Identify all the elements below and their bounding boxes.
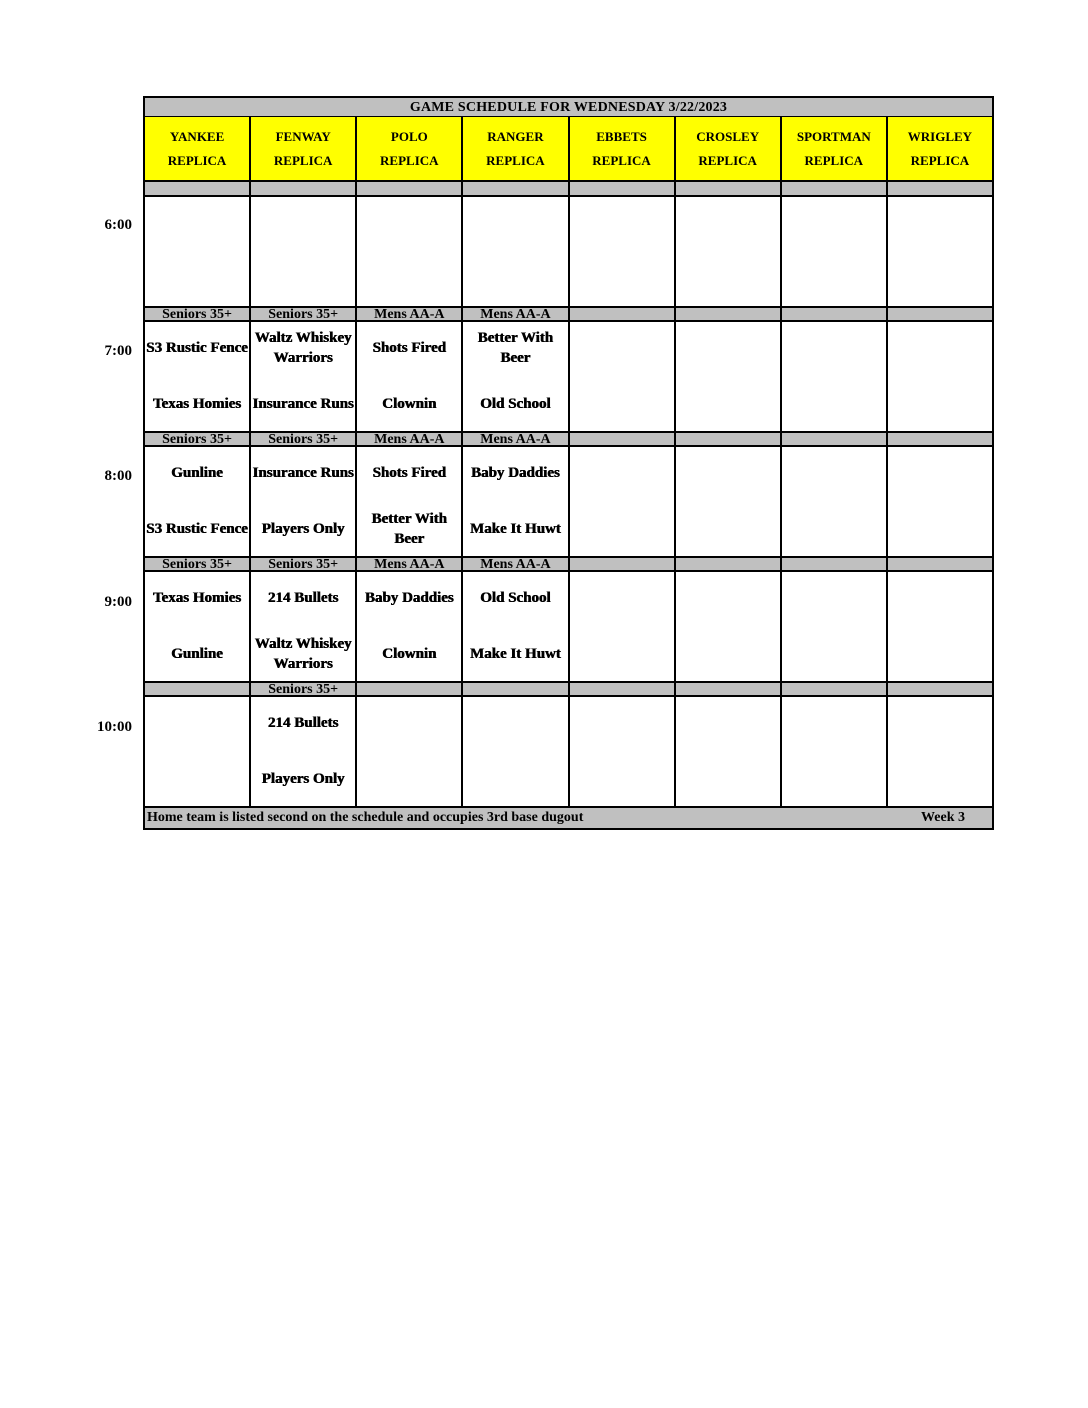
league-label — [676, 308, 782, 320]
game-cell — [570, 197, 676, 306]
field-subtitle: REPLICA — [592, 153, 651, 168]
game-cell — [676, 197, 782, 306]
league-band — [143, 681, 994, 697]
game-cell — [463, 197, 569, 306]
home-team: Make It Huwt — [470, 521, 561, 537]
game-cell — [463, 322, 569, 431]
league-label: Seniors 35+ — [145, 558, 251, 570]
game-cell — [676, 322, 782, 431]
game-cell — [676, 572, 782, 681]
away-team: Better With Beer — [477, 330, 554, 366]
league-label — [570, 182, 676, 195]
league-label: Seniors 35+ — [251, 433, 357, 445]
league-label: Seniors 35+ — [145, 433, 251, 445]
home-team: Old School — [480, 396, 551, 412]
field-name: POLO — [390, 129, 428, 144]
game-cell — [888, 447, 992, 556]
league-label — [463, 182, 569, 195]
away-team: Shots Fired — [372, 340, 447, 356]
league-label: Mens AA-A — [357, 433, 463, 445]
field-header-polo — [357, 117, 463, 180]
league-label: Seniors 35+ — [251, 308, 357, 320]
time-label: 6:00 — [104, 217, 132, 233]
league-label: Mens AA-A — [357, 558, 463, 570]
away-team: Waltz Whiskey Warriors — [254, 330, 352, 366]
time-slot-row — [143, 572, 994, 681]
week-label: Week 3 — [921, 810, 965, 825]
league-label — [782, 558, 888, 570]
home-team: Waltz Whiskey Warriors — [254, 636, 352, 672]
game-cell — [251, 697, 357, 806]
field-name: EBBETS — [596, 129, 647, 144]
league-label: Mens AA-A — [463, 433, 569, 445]
league-band — [143, 306, 994, 322]
league-band — [143, 556, 994, 572]
league-label — [570, 558, 676, 570]
time-slot-row — [143, 697, 994, 806]
game-cell — [357, 197, 463, 306]
field-name: WRIGLEY — [907, 129, 973, 144]
game-cell — [357, 697, 463, 806]
league-label — [888, 182, 992, 195]
game-cell — [251, 322, 357, 431]
league-label — [570, 433, 676, 445]
league-label — [676, 683, 782, 695]
league-label — [676, 182, 782, 195]
time-slot-row — [143, 447, 994, 556]
game-cell — [782, 197, 888, 306]
league-band — [143, 431, 994, 447]
away-team: S3 Rustic Fence — [146, 340, 248, 356]
away-team: Old School — [480, 590, 551, 606]
league-label — [676, 558, 782, 570]
game-cell — [676, 697, 782, 806]
league-label — [676, 433, 782, 445]
league-label — [888, 683, 992, 695]
game-cell — [357, 572, 463, 681]
league-label — [782, 308, 888, 320]
field-subtitle: REPLICA — [486, 153, 545, 168]
game-cell — [782, 697, 888, 806]
game-cell — [676, 447, 782, 556]
spacer-band — [143, 181, 994, 197]
game-cell — [782, 447, 888, 556]
field-subtitle: REPLICA — [273, 153, 333, 168]
game-cell — [888, 197, 992, 306]
game-cell — [570, 447, 676, 556]
game-cell — [570, 572, 676, 681]
game-cell — [145, 572, 251, 681]
league-label: Seniors 35+ — [251, 683, 357, 695]
game-cell — [888, 697, 992, 806]
league-label: Seniors 35+ — [145, 308, 251, 320]
game-cell — [570, 697, 676, 806]
field-header-ranger — [463, 117, 569, 180]
home-team: Make It Huwt — [470, 646, 561, 662]
game-cell — [782, 322, 888, 431]
league-label — [251, 182, 357, 195]
game-cell — [251, 197, 357, 306]
game-cell — [145, 197, 251, 306]
field-name: CROSLEY — [696, 129, 760, 144]
field-header-row — [143, 117, 994, 181]
game-cell — [145, 322, 251, 431]
field-name: YANKEE — [169, 129, 225, 144]
league-label — [357, 182, 463, 195]
home-team: Insurance Runs — [252, 396, 354, 412]
field-subtitle: REPLICA — [380, 153, 439, 168]
home-team: Gunline — [171, 646, 223, 662]
schedule-sheet — [143, 96, 994, 830]
game-cell — [251, 572, 357, 681]
league-label — [463, 683, 569, 695]
game-cell — [463, 697, 569, 806]
game-cell — [782, 572, 888, 681]
league-label — [570, 308, 676, 320]
schedule-title: GAME SCHEDULE FOR WEDNESDAY 3/22/2023 — [143, 96, 994, 117]
schedule-footer — [143, 806, 994, 830]
game-cell — [463, 572, 569, 681]
home-team: Players Only — [261, 771, 345, 787]
field-header-ebbets — [570, 117, 676, 180]
game-cell — [888, 572, 992, 681]
league-label — [357, 683, 463, 695]
league-label: Seniors 35+ — [251, 558, 357, 570]
time-label: 7:00 — [104, 343, 132, 359]
field-name: SPORTMAN — [796, 129, 871, 144]
league-label — [145, 683, 251, 695]
field-subtitle: REPLICA — [167, 153, 227, 168]
game-cell — [463, 447, 569, 556]
away-team: Baby Daddies — [364, 590, 454, 606]
time-label: 10:00 — [97, 719, 132, 735]
home-team: Players Only — [261, 521, 345, 537]
away-team: Gunline — [171, 465, 223, 481]
league-label — [782, 683, 888, 695]
home-team: Clownin — [382, 396, 437, 412]
league-label: Mens AA-A — [463, 308, 569, 320]
league-label: Mens AA-A — [357, 308, 463, 320]
field-subtitle: REPLICA — [698, 153, 757, 168]
away-team: 214 Bullets — [267, 715, 339, 731]
league-label — [782, 182, 888, 195]
home-team: Texas Homies — [152, 396, 242, 412]
away-team: Shots Fired — [372, 465, 447, 481]
time-label: 8:00 — [104, 468, 132, 484]
game-cell — [357, 322, 463, 431]
field-header-wrigley — [888, 117, 992, 180]
field-name: RANGER — [487, 129, 544, 144]
game-cell — [145, 697, 251, 806]
game-cell — [570, 322, 676, 431]
time-slot-row — [143, 197, 994, 306]
away-team: Texas Homies — [152, 590, 242, 606]
away-team: Baby Daddies — [471, 465, 560, 481]
league-label — [888, 433, 992, 445]
away-team: 214 Bullets — [267, 590, 339, 606]
game-cell — [251, 447, 357, 556]
league-label — [145, 182, 251, 195]
field-subtitle: REPLICA — [804, 153, 864, 168]
field-header-crosley — [676, 117, 782, 180]
league-label — [888, 558, 992, 570]
game-cell — [357, 447, 463, 556]
field-header-fenway — [251, 117, 357, 180]
away-team: Insurance Runs — [252, 465, 354, 481]
time-label: 9:00 — [104, 594, 132, 610]
field-name: FENWAY — [275, 129, 331, 144]
league-label — [782, 433, 888, 445]
home-team: Clownin — [382, 646, 437, 662]
time-slots — [143, 181, 994, 806]
field-subtitle: REPLICA — [910, 153, 970, 168]
game-cell — [145, 447, 251, 556]
home-team: S3 Rustic Fence — [146, 521, 248, 537]
league-label: Mens AA-A — [463, 558, 569, 570]
league-label — [888, 308, 992, 320]
game-cell — [888, 322, 992, 431]
field-header-yankee — [145, 117, 251, 180]
time-slot-row — [143, 322, 994, 431]
league-label — [570, 683, 676, 695]
field-header-sportman — [782, 117, 888, 180]
home-team: Better With Beer — [371, 511, 448, 547]
home-team-note: Home team is listed second on the schedule and occupies 3rd base dugout — [147, 810, 584, 825]
